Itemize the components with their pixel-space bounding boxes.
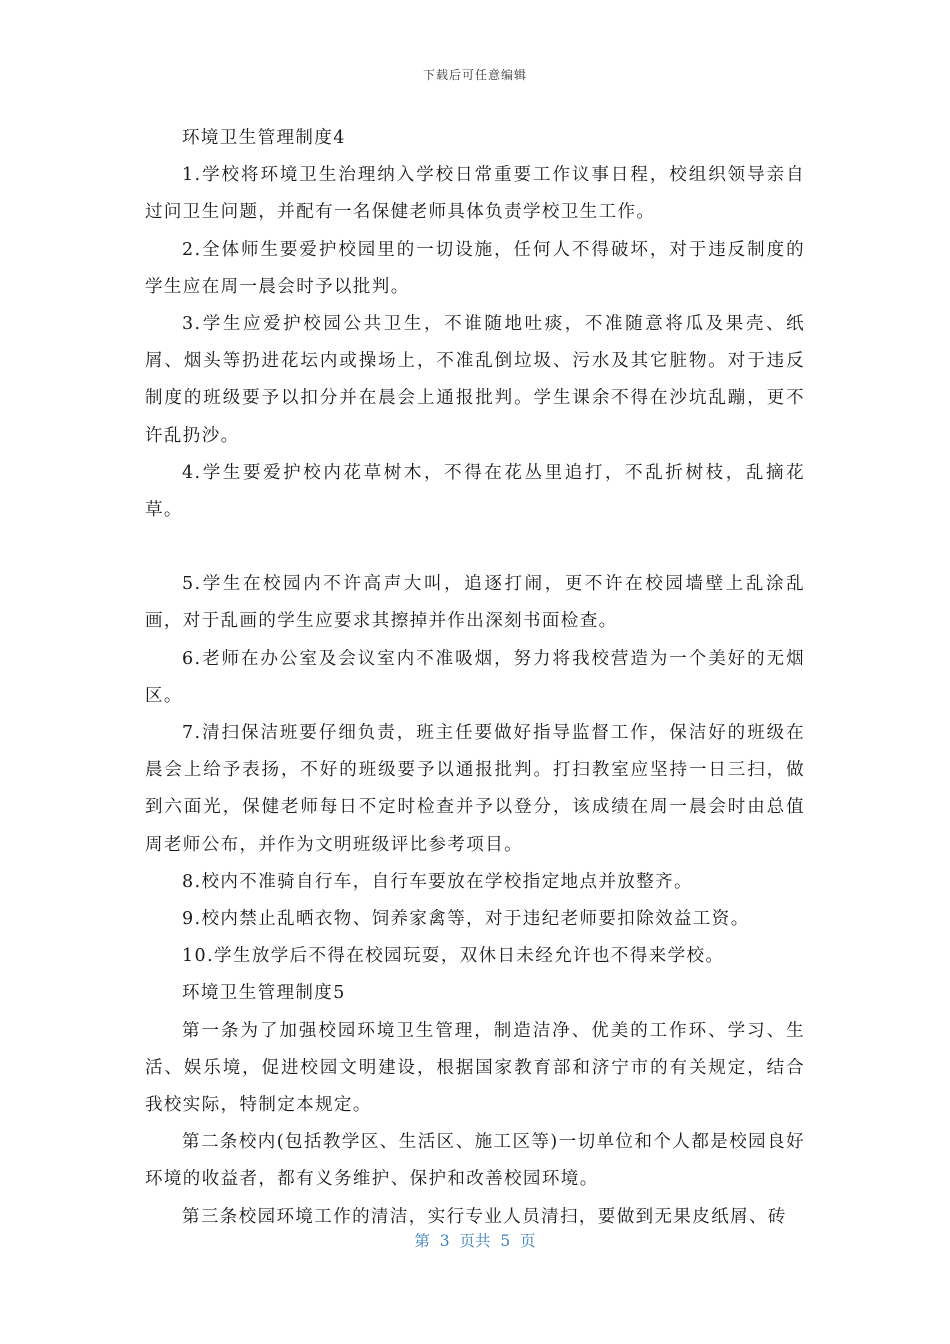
paragraph: 第一条为了加强校园环境卫生管理，制造洁净、优美的工作环、学习、生活、娱乐境，促进校园文明建设，根据国家教育部和济宁市的有关规定，结合我校实际，特制定本规定。 [145,1020,805,1116]
paragraph: 第三条校园环境工作的清洁，实行专业人员清扫，要做到无果皮纸屑、砖 [182,1206,787,1227]
paragraph: 3.学生应爱护校园公共卫生，不谁随地吐痰，不准随意将瓜及果壳、纸屑、烟头等扔进花坛内或操场上，不准乱倒垃圾、污水及其它脏物。对于违反制度的班级要予以扣分并在晨会上通报批判。学生课余不得在沙坑乱蹦，更不许乱扔沙。 [145,314,805,446]
paragraph: 6.老师在办公室及会议室内不准吸烟，努力将我校营造为一个美好的无烟区。 [145,648,805,706]
paragraph: 4.学生要爱护校内花草树木，不得在花丛里追打，不乱折树枝，乱摘花草。 [145,462,805,521]
document-body [145,120,805,1236]
paragraph: 1.学校将环境卫生治理纳入学校日常重要工作议事日程，校组织领导亲自过问卫生问题，并配有一名保健老师具体负责学校卫生工作。 [145,165,805,223]
paragraph: 5.学生在校园内不许高声大叫，追逐打闹，更不许在校园墙壁上乱涂乱画，对于乱画的学生应要求其擦掉并作出深刻书面检查。 [145,574,805,632]
paragraph: 10.学生放学后不得在校园玩耍，双休日未经允许也不得来学校。 [182,946,725,967]
paragraph: 8.校内不准骑自行车，自行车要放在学校指定地点并放整齐。 [182,871,693,892]
section-title: 环境卫生管理制度5 [182,983,346,1004]
page-footer: 第 3 页共 5 页 [414,1232,536,1250]
section-title: 环境卫生管理制度4 [182,128,346,148]
paragraph: 第二条校内(包括教学区、生活区、施工区等)一切单位和个人都是校园良好环境的收益者，都有义务维护、保护和改善校园环境。 [145,1132,805,1190]
paragraph: 7.清扫保洁班要仔细负责，班主任要做好指导监督工作，保洁好的班级在晨会上给予表扬，不好的班级要予以通报批判。打扫教室应坚持一日三扫，做到六面光，保健老师每日不定时检查并予以登分，该成绩在周一晨会时由总值周老师公布，并作为文明班级评比参考项目。 [145,723,805,855]
page-header: 下载后可任意编辑 [422,68,527,82]
paragraph: 9.校内禁止乱晒衣物、饲养家禽等，对于违纪老师要扣除效益工资。 [182,909,750,930]
paragraph: 2.全体师生要爱护校园里的一切设施，任何人不得破坏，对于违反制度的学生应在周一晨会时予以批判。 [145,239,805,297]
